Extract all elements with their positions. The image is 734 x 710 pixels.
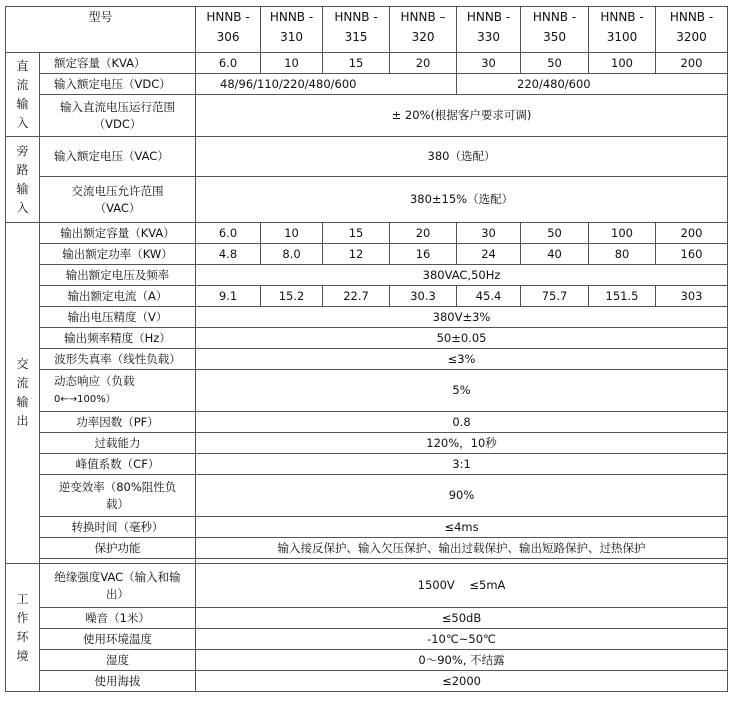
table-row — [6, 564, 728, 608]
cell-value: 50 — [521, 53, 589, 74]
row-label: 动态响应（负载 0←→100%） — [40, 370, 196, 412]
cell-value: 380V±3% — [196, 307, 728, 328]
cell-value: 22.7 — [323, 286, 390, 307]
table-row — [6, 137, 728, 177]
model-320: HNNB – 320 — [390, 7, 457, 53]
table-row — [6, 223, 728, 244]
row-label: 输入额定电压（VDC） — [40, 74, 196, 95]
cell-value: 48/96/110/220/480/600 — [196, 74, 457, 95]
cell-value: 10 — [261, 223, 323, 244]
cell-value: 9.1 — [196, 286, 261, 307]
row-label: 过载能力 — [40, 433, 196, 454]
row-label: 逆变效率（80%阻性负 载） — [40, 475, 196, 517]
row-label: 保护功能 — [40, 538, 196, 559]
cell-value: 4.8 — [196, 244, 261, 265]
group-dc-input: 直 流 输 入 — [6, 53, 40, 137]
cell-value: 15.2 — [261, 286, 323, 307]
cell-value: ≤50dB — [196, 608, 728, 629]
row-label: 功率因数（PF） — [40, 412, 196, 433]
table-row — [6, 433, 728, 454]
table-row — [6, 671, 728, 692]
cell-value: 120%，10秒 — [196, 433, 728, 454]
row-label: 转换时间（毫秒） — [40, 517, 196, 538]
group-environment: 工 作 环 境 — [6, 564, 40, 692]
cell-value: 303 — [656, 286, 728, 307]
table-row — [6, 328, 728, 349]
cell-value: 151.5 — [589, 286, 656, 307]
cell-value: 100 — [589, 223, 656, 244]
cell-value: 6.0 — [196, 53, 261, 74]
cell-value: 15 — [323, 223, 390, 244]
row-label: 输出频率精度（Hz） — [40, 328, 196, 349]
cell-value: ≤3% — [196, 349, 728, 370]
table-row — [6, 454, 728, 475]
table-row — [6, 177, 728, 223]
cell-value: 24 — [457, 244, 521, 265]
cell-value: 6.0 — [196, 223, 261, 244]
cell-value: 20 — [390, 223, 457, 244]
table-row — [6, 538, 728, 559]
cell-value: 380±15%（选配） — [196, 177, 728, 223]
cell-value: 20 — [390, 53, 457, 74]
row-label: 使用海拔 — [40, 671, 196, 692]
table-row — [6, 74, 728, 95]
cell-value: 30 — [457, 53, 521, 74]
cell-value: 160 — [656, 244, 728, 265]
model-3200: HNNB - 3200 — [656, 7, 728, 53]
table-row — [6, 53, 728, 74]
cell-value: 100 — [589, 53, 656, 74]
table-row — [6, 412, 728, 433]
model-3100: HNNB - 3100 — [589, 7, 656, 53]
row-label: 噪音（1米） — [40, 608, 196, 629]
cell-value: 12 — [323, 244, 390, 265]
cell-value: 80 — [589, 244, 656, 265]
cell-value: ± 20%(根据客户要求可调) — [196, 95, 728, 137]
cell-value: 30 — [457, 223, 521, 244]
cell-value: 0.8 — [196, 412, 728, 433]
model-330: HNNB - 330 — [457, 7, 521, 53]
row-label: 输入直流电压运行范围 （VDC） — [40, 95, 196, 137]
row-label: 交流电压允许范围 （VAC） — [40, 177, 196, 223]
table-row — [6, 95, 728, 137]
cell-value: 45.4 — [457, 286, 521, 307]
cell-value: 200 — [656, 53, 728, 74]
row-label: 输出额定电流（A） — [40, 286, 196, 307]
cell-value: ≤2000 — [196, 671, 728, 692]
cell-value: ≤4ms — [196, 517, 728, 538]
row-label: 波形失真率（线性负载） — [40, 349, 196, 370]
row-label: 绝缘强度VAC（输入和输 出） — [40, 564, 196, 608]
cell-value: 3:1 — [196, 454, 728, 475]
header-row — [6, 7, 728, 53]
spec-table — [5, 6, 728, 692]
row-label: 输入额定电压（VAC） — [40, 137, 196, 177]
cell-value: 380（选配） — [196, 137, 728, 177]
model-label: 型号 — [6, 7, 196, 53]
cell-value: 10 — [261, 53, 323, 74]
row-label: 输出额定容量（KVA） — [40, 223, 196, 244]
row-label: 使用环境温度 — [40, 629, 196, 650]
cell-value: 200 — [656, 223, 728, 244]
row-label: 输出额定功率（KW） — [40, 244, 196, 265]
table-row — [6, 650, 728, 671]
cell-value: -10℃~50℃ — [196, 629, 728, 650]
cell-value: 输入接反保护、输入欠压保护、输出过载保护、输出短路保护、过热保护 — [196, 538, 728, 559]
table-row — [6, 608, 728, 629]
cell-value: 75.7 — [521, 286, 589, 307]
cell-value: 30.3 — [390, 286, 457, 307]
row-label: 湿度 — [40, 650, 196, 671]
model-315: HNNB - 315 — [323, 7, 390, 53]
model-350: HNNB - 350 — [521, 7, 589, 53]
cell-value: 380VAC,50Hz — [196, 265, 728, 286]
cell-value: 5% — [196, 370, 728, 412]
spec-table-wrapper — [5, 6, 728, 692]
cell-value: 16 — [390, 244, 457, 265]
row-label: 额定容量（KVA） — [40, 53, 196, 74]
cell-value: 220/480/600 — [457, 74, 728, 95]
table-row — [6, 244, 728, 265]
row-label: 输出电压精度（V） — [40, 307, 196, 328]
cell-value: 90% — [196, 475, 728, 517]
cell-value: 40 — [521, 244, 589, 265]
table-row — [6, 517, 728, 538]
group-ac-output: 交 流 输 出 — [6, 223, 40, 564]
table-row — [6, 475, 728, 517]
group-bypass-input: 旁 路 输 入 — [6, 137, 40, 223]
table-row — [6, 349, 728, 370]
cell-value: 0～90%, 不结露 — [196, 650, 728, 671]
cell-value: 50 — [521, 223, 589, 244]
table-row — [6, 370, 728, 412]
cell-value: 15 — [323, 53, 390, 74]
table-row — [6, 265, 728, 286]
row-label: 输出额定电压及频率 — [40, 265, 196, 286]
table-row — [6, 629, 728, 650]
cell-value: 50±0.05 — [196, 328, 728, 349]
table-row — [6, 307, 728, 328]
table-row — [6, 286, 728, 307]
model-306: HNNB - 306 — [196, 7, 261, 53]
row-label: 峰值系数（CF） — [40, 454, 196, 475]
model-310: HNNB - 310 — [261, 7, 323, 53]
cell-value: 1500V ≤5mA — [196, 564, 728, 608]
cell-value: 8.0 — [261, 244, 323, 265]
